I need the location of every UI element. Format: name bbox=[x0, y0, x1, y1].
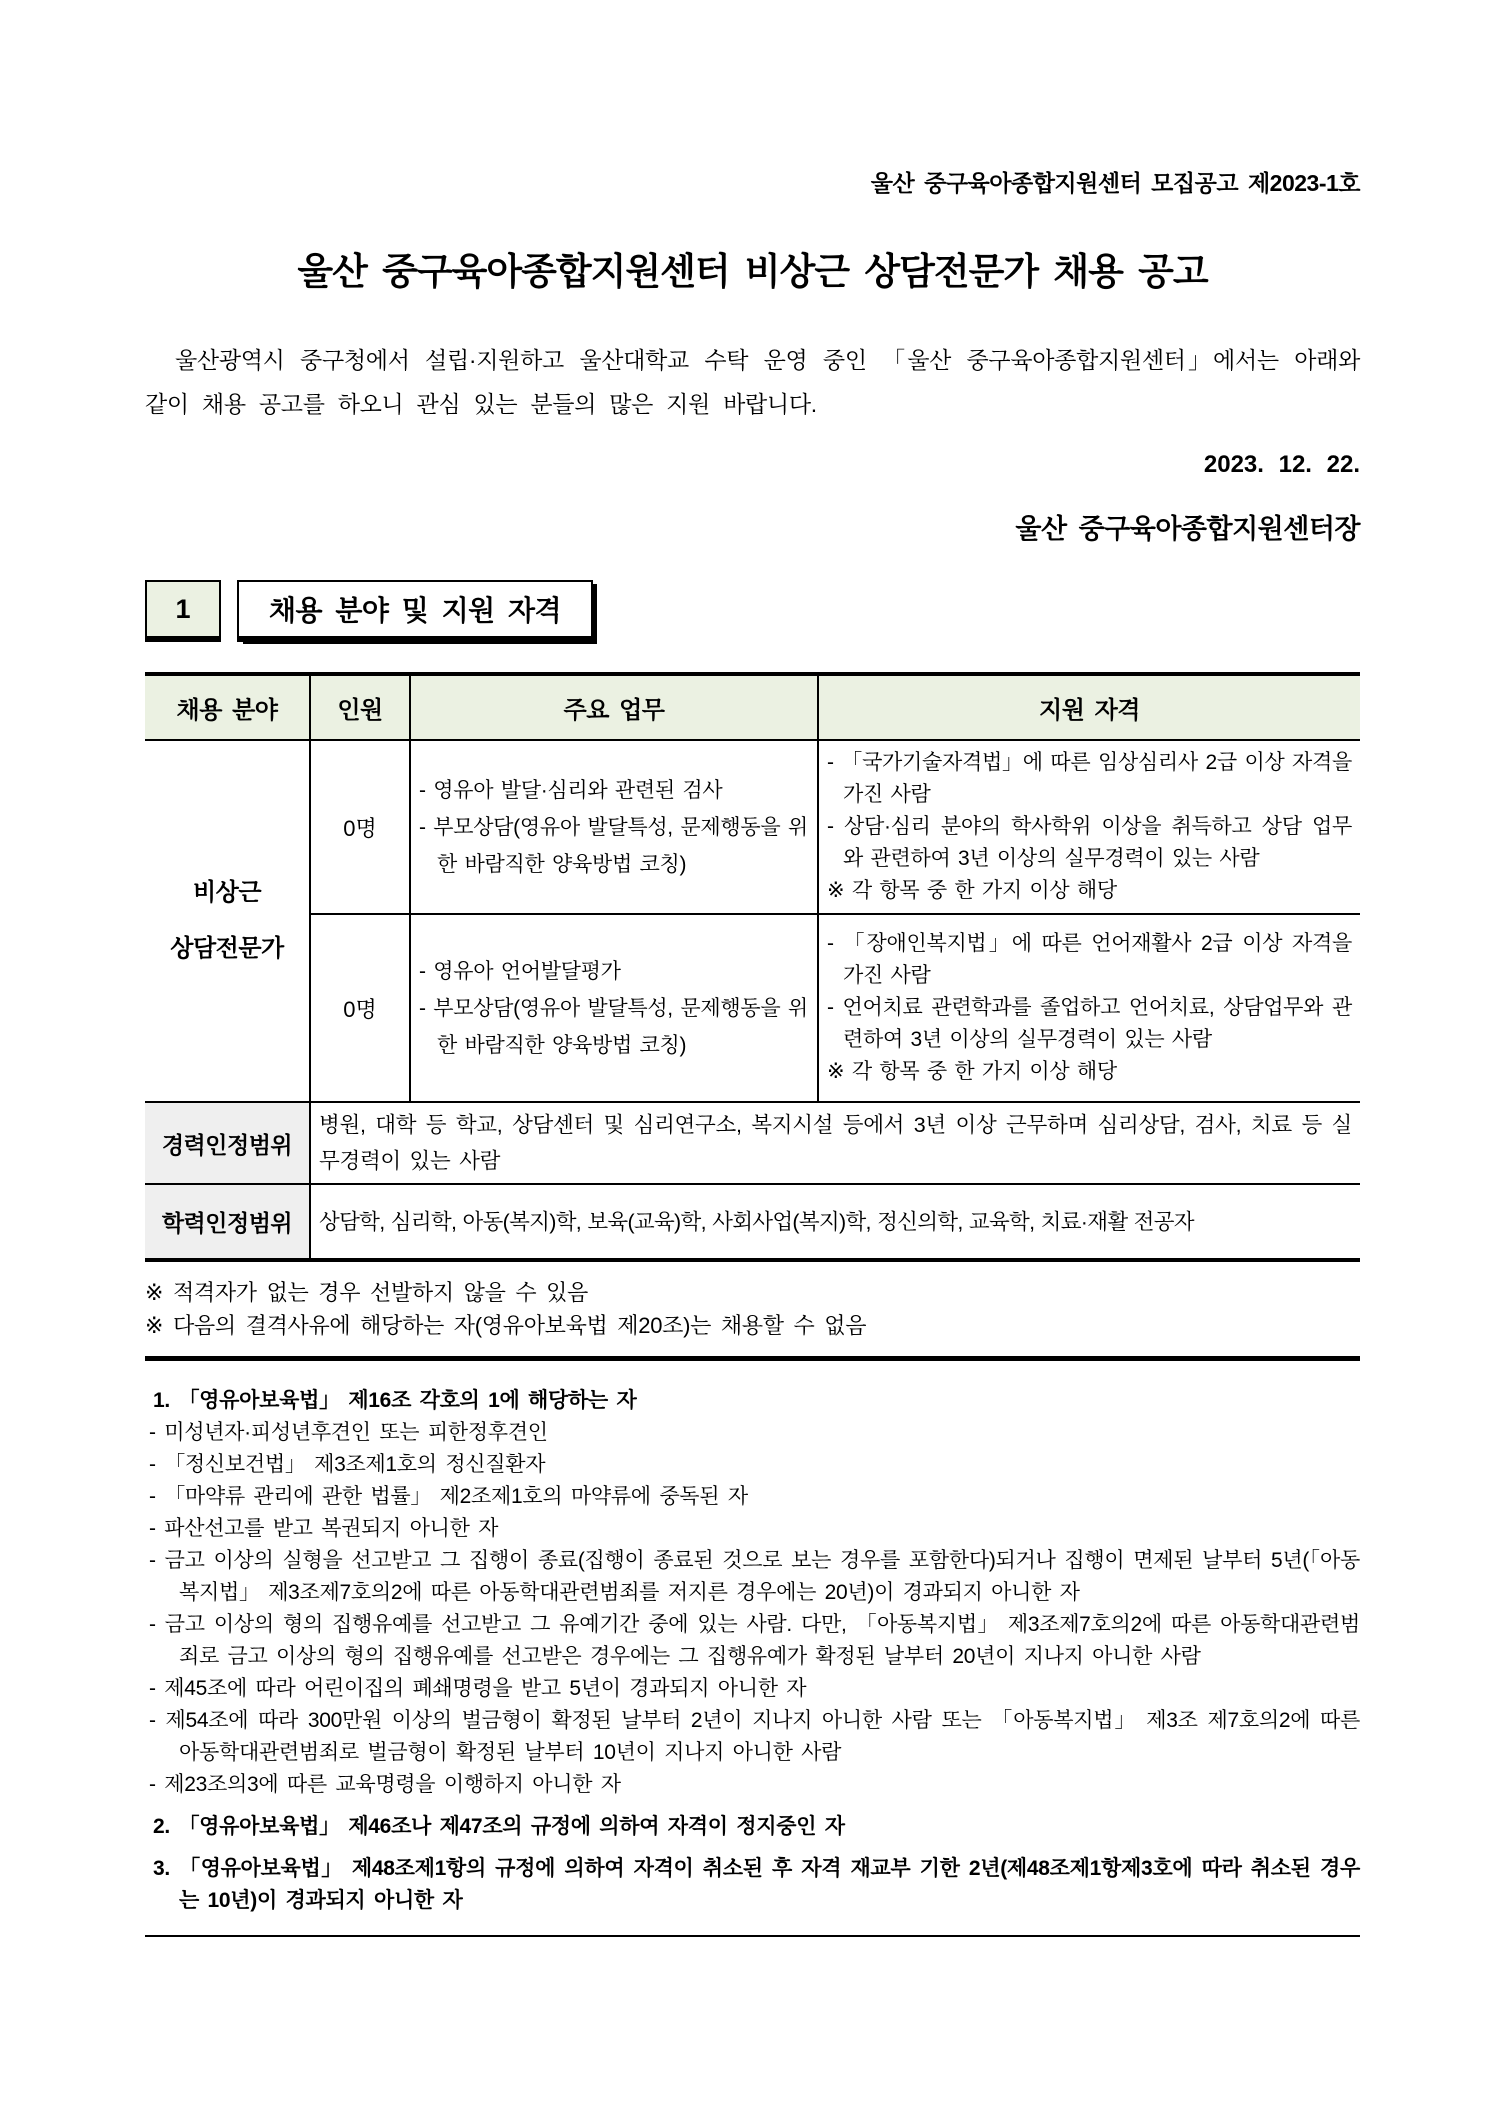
duty-item: - 부모상담(영유아 발달특성, 문제행동을 위한 바람직한 양육방법 코칭) bbox=[419, 815, 808, 876]
note-line: ※ 적격자가 없는 경우 선발하지 않을 수 있음 bbox=[145, 1280, 589, 1305]
duty-item: - 영유아 발달·심리와 관련된 검사 bbox=[419, 778, 723, 802]
item-text: 「영유아보육법」 제48조제1항의 규정에 의하여 자격이 취소된 후 자격 재교부 기한 2년(제48조제1항제3호에 따라 취소된 경우는 10년)이 경과되지 아니한 자 bbox=[179, 1857, 1360, 1912]
disqualification-list bbox=[145, 1385, 1360, 1917]
section-title: 채용 분야 및 지원 자격 bbox=[237, 580, 593, 642]
disqualification-item bbox=[145, 1853, 1360, 1917]
table-row bbox=[145, 914, 1360, 1102]
note-line: ※ 다음의 결격사유에 해당하는 자(영유아보육법 제20조)는 채용할 수 없음 bbox=[145, 1313, 867, 1338]
disqualification-item bbox=[145, 1385, 1360, 1417]
column-header-qualifications: 지원 자격 bbox=[818, 674, 1360, 740]
disqualification-subitem: - 금고 이상의 실형을 선고받고 그 집행이 종료(집행이 종료된 것으로 보는 경우를 포함한다)되거나 집행이 면제된 날부터 5년(「아동복지법」 제3조제7호의2에 따른 아동학대관련범죄를 저지른 경우에는 20년)이 경과되지 아니한 자 bbox=[149, 1549, 1360, 1604]
position-line-2: 상담전문가 bbox=[170, 935, 284, 962]
education-scope-label: 학력인정범위 bbox=[145, 1184, 310, 1260]
position-cell bbox=[145, 740, 310, 1102]
announcement-date: 2023. 12. 22. bbox=[1203, 451, 1360, 478]
signature-line: 울산 중구육아종합지원센터장 bbox=[1015, 514, 1360, 544]
table-row bbox=[145, 740, 1360, 914]
table-notes bbox=[145, 1276, 1360, 1342]
qualification-note: ※ 각 항목 중 한 가지 이상 해당 bbox=[827, 879, 1117, 902]
duties-cell bbox=[410, 914, 818, 1102]
count-cell: 0명 bbox=[310, 914, 410, 1102]
section-number-badge: 1 bbox=[145, 580, 221, 642]
disqualification-subitem: - 미성년자·피성년후견인 또는 피한정후견인 bbox=[149, 1421, 548, 1444]
doc-number: 울산 중구육아종합지원센터 모집공고 제2023-1호 bbox=[870, 170, 1360, 196]
disqualification-subitem: - 「마약류 관리에 관한 법률」 제2조제1호의 마약류에 중독된 자 bbox=[149, 1485, 748, 1508]
item-number: 3. bbox=[153, 1857, 170, 1880]
count-cell: 0명 bbox=[310, 740, 410, 914]
career-scope-text: 병원, 대학 등 학교, 상담센터 및 심리연구소, 복지시설 등에서 3년 이상 근무하며 심리상담, 검사, 치료 등 실무경력이 있는 사람 bbox=[310, 1102, 1360, 1184]
item-text: 「영유아보육법」 제16조 각호의 1에 해당하는 자 bbox=[178, 1389, 637, 1412]
duty-item: - 영유아 언어발달평가 bbox=[419, 959, 621, 983]
column-header-duties: 주요 업무 bbox=[410, 674, 818, 740]
qualifications-cell bbox=[818, 914, 1360, 1102]
career-scope-label: 경력인정범위 bbox=[145, 1102, 310, 1184]
duty-item: - 부모상담(영유아 발달특성, 문제행동을 위한 바람직한 양육방법 코칭) bbox=[419, 996, 808, 1057]
disqualification-subitem: - 「정신보건법」 제3조제1호의 정신질환자 bbox=[149, 1453, 546, 1476]
intro-paragraph: 울산광역시 중구청에서 설립·지원하고 울산대학교 수탁 운영 중인 「울산 중구육아종합지원센터」에서는 아래와 같이 채용 공고를 하오니 관심 있는 분들의 많은 지원 바랍니다. bbox=[145, 347, 1360, 417]
qualification-item: - 상담·심리 분야의 학사학위 이상을 취득하고 상담 업무와 관련하여 3년 이상의 실무경력이 있는 사람 bbox=[827, 815, 1352, 870]
item-number: 2. bbox=[153, 1815, 170, 1838]
disqualification-item bbox=[145, 1811, 1360, 1843]
disqualification-subitem: - 제54조에 따라 300만원 이상의 벌금형이 확정된 날부터 2년이 지나지 아니한 사람 또는 「아동복지법」 제3조 제7호의2에 따른 아동학대관련범죄로 벌금형이 확정된 날부터 10년이 지나지 아니한 사람 bbox=[149, 1709, 1360, 1764]
qualifications-cell bbox=[818, 740, 1360, 914]
recruit-table bbox=[145, 672, 1360, 1262]
education-scope-row bbox=[145, 1184, 1360, 1260]
qualification-note: ※ 각 항목 중 한 가지 이상 해당 bbox=[827, 1060, 1117, 1083]
education-scope-text: 상담학, 심리학, 아동(복지)학, 보육(교육)학, 사회사업(복지)학, 정신의학, 교육학, 치료·재활 전공자 bbox=[319, 1209, 1194, 1234]
column-header-field: 채용 분야 bbox=[145, 674, 310, 740]
disqualification-subitem: - 제23조의3에 따른 교육명령을 이행하지 아니한 자 bbox=[149, 1773, 621, 1796]
position-line-1: 비상근 bbox=[192, 879, 262, 906]
duties-cell bbox=[410, 740, 818, 914]
column-header-count: 인원 bbox=[310, 674, 410, 740]
item-text: 「영유아보육법」 제46조나 제47조의 규정에 의하여 자격이 정지중인 자 bbox=[178, 1815, 845, 1838]
page-bottom-divider bbox=[145, 1935, 1360, 1937]
section-divider-thick bbox=[145, 1356, 1360, 1361]
item-number: 1. bbox=[153, 1389, 170, 1412]
disqualification-subitem: - 금고 이상의 형의 집행유예를 선고받고 그 유예기간 중에 있는 사람. 다만, 「아동복지법」 제3조제7호의2에 따른 아동학대관련범죄로 금고 이상의 형의 집행유예를 선고받은 경우에는 그 집행유예가 확정된 날부터 20년이 지나지 아니한 사람 bbox=[149, 1613, 1360, 1668]
qualification-item: - 언어치료 관련학과를 졸업하고 언어치료, 상담업무와 관련하여 3년 이상의 실무경력이 있는 사람 bbox=[827, 996, 1352, 1051]
section-1-header bbox=[145, 580, 1360, 642]
table-header-row bbox=[145, 674, 1360, 740]
qualification-item: - 「국가기술자격법」에 따른 임상심리사 2급 이상 자격을 가진 사람 bbox=[827, 751, 1352, 806]
page-title: 울산 중구육아종합지원센터 비상근 상담전문가 채용 공고 bbox=[297, 251, 1208, 292]
disqualification-subitem: - 파산선고를 받고 복권되지 아니한 자 bbox=[149, 1517, 499, 1540]
career-scope-row bbox=[145, 1102, 1360, 1184]
qualification-item: - 「장애인복지법」에 따른 언어재활사 2급 이상 자격을 가진 사람 bbox=[827, 932, 1352, 987]
disqualification-subitem: - 제45조에 따라 어린이집의 폐쇄명령을 받고 5년이 경과되지 아니한 자 bbox=[149, 1677, 807, 1700]
